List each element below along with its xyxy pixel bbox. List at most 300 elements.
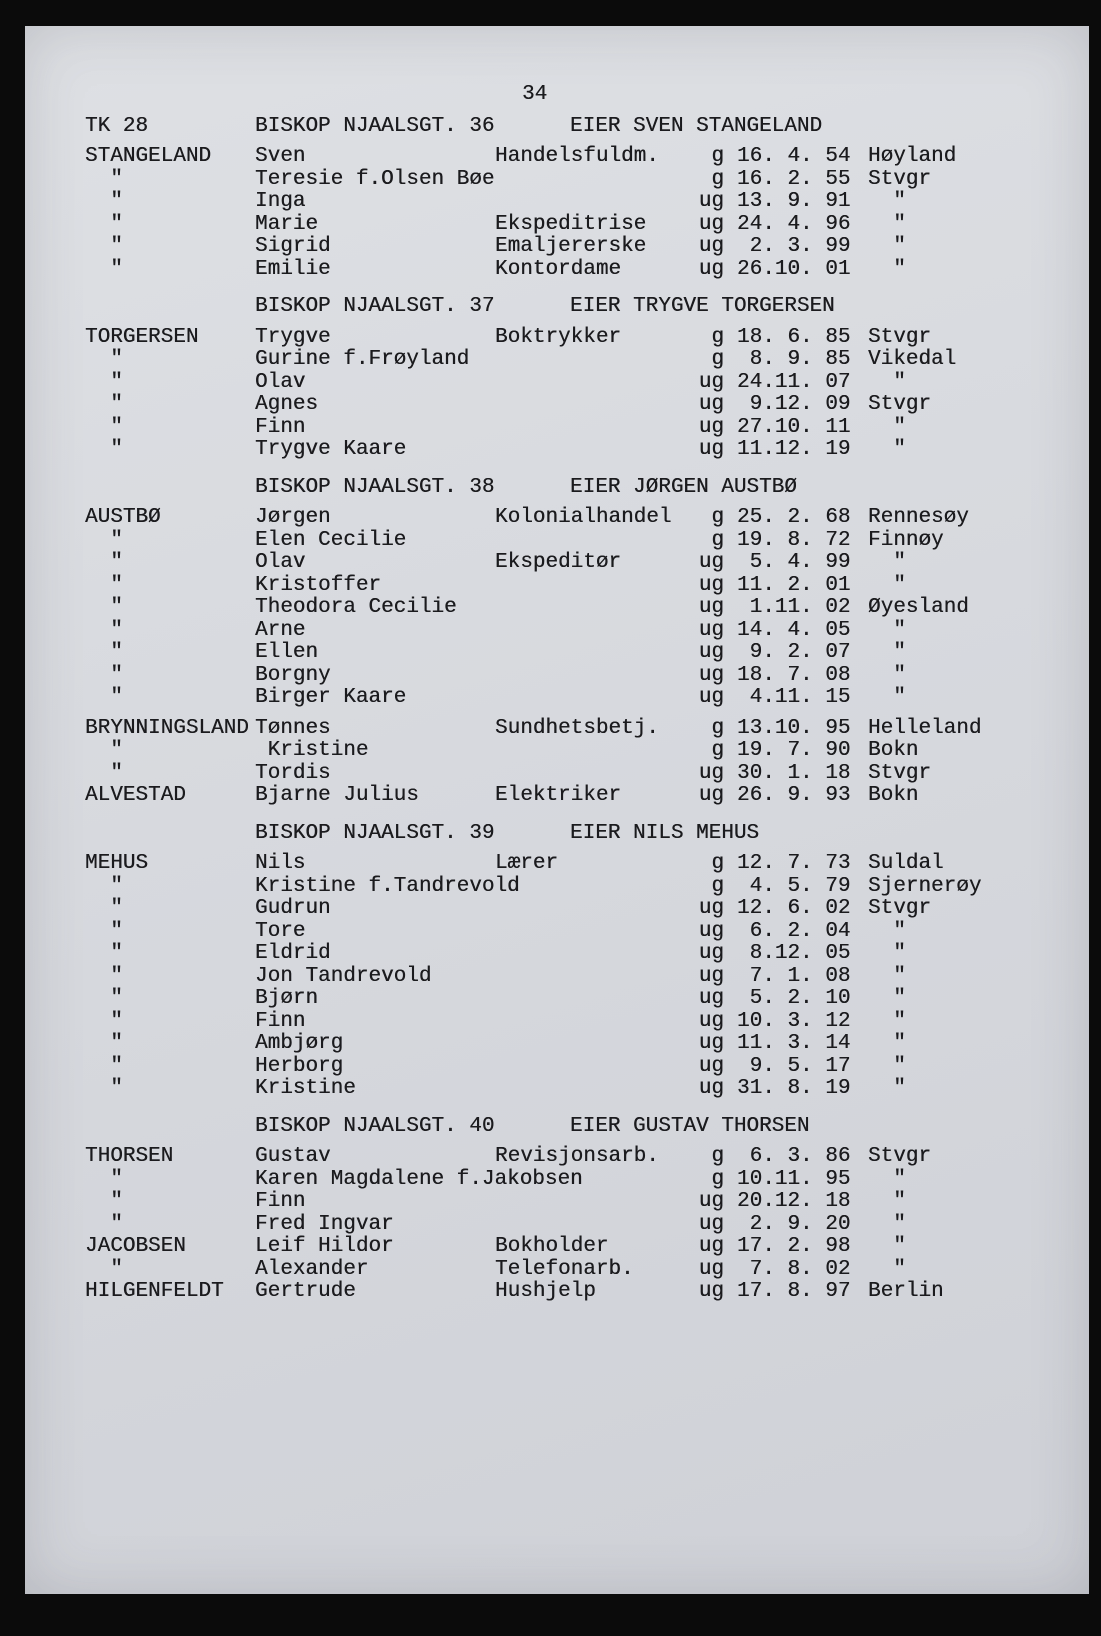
street-address-label: BISKOP NJAALSGT. 38: [255, 475, 495, 499]
occupation-cell: [495, 1214, 690, 1237]
birthplace-cell: ": [868, 1257, 906, 1281]
given-name-cell: Kristine f.Tandrevold: [255, 874, 520, 898]
occupation-cell: [495, 439, 690, 462]
birthdate-cell: 13.10. 95: [737, 716, 851, 740]
birthdate-cell: 24. 4. 96: [737, 212, 851, 236]
birthdate-cell: 2. 3. 99: [737, 235, 851, 258]
birthplace-cell: Bokn: [868, 784, 919, 807]
birthdate-cell: 11.12. 19: [737, 438, 851, 461]
given-name-cell: Ellen: [255, 641, 319, 664]
marital-status-cell: ug: [698, 1009, 724, 1033]
birthplace-cell: ": [868, 257, 906, 281]
birthdate-cell: 12. 6. 02: [737, 897, 851, 920]
given-name-cell: Herborg: [255, 1054, 344, 1078]
given-name-cell: Tore: [255, 919, 306, 943]
given-name-cell: Sigrid: [255, 235, 331, 258]
birthplace-cell: ": [868, 1009, 906, 1033]
given-name-cell: Ambjørg: [255, 1032, 344, 1055]
birthdate-cell: 25. 2. 68: [737, 506, 851, 529]
occupation-cell: Revisjonsarb.: [495, 1145, 659, 1168]
street-address-label: BISKOP NJAALSGT. 40: [255, 1114, 495, 1138]
birthdate-cell: 26. 9. 93: [737, 784, 851, 807]
given-name-cell: Teresie f.Olsen Bøe: [255, 167, 495, 191]
scanned-register-page: [25, 26, 1089, 1594]
surname-cell: ": [85, 964, 123, 988]
surname-cell: ": [85, 190, 123, 213]
person-row: [85, 394, 1059, 417]
given-name-cell: Bjørn: [255, 987, 319, 1010]
occupation-cell: [495, 943, 690, 966]
marital-status-cell: ug: [698, 1077, 724, 1100]
birthdate-cell: 6. 2. 04: [737, 919, 851, 943]
person-row: [85, 642, 1059, 665]
street-address-label: BISKOP NJAALSGT. 37: [255, 295, 495, 318]
birthdate-cell: 18. 7. 08: [737, 663, 851, 687]
birthdate-cell: 5. 4. 99: [737, 551, 851, 574]
given-name-cell: Agnes: [255, 393, 319, 416]
surname-cell: MEHUS: [85, 852, 149, 875]
person-row: [85, 530, 1059, 553]
person-row: [85, 439, 1059, 462]
person-row: [85, 1191, 1059, 1214]
occupation-cell: [495, 169, 690, 192]
given-name-cell: Inga: [255, 190, 306, 213]
birthdate-cell: 4. 5. 79: [737, 874, 851, 898]
given-name-cell: Olav: [255, 370, 306, 394]
birthdate-cell: 26.10. 01: [737, 257, 851, 281]
given-name-cell: Olav: [255, 551, 306, 574]
register-sections: [85, 116, 1059, 1304]
marital-status-cell: ug: [698, 596, 724, 619]
occupation-cell: [495, 394, 690, 417]
person-row: [85, 853, 1059, 876]
given-name-cell: Kristine: [255, 739, 369, 762]
marital-status-cell: g: [711, 506, 724, 529]
surname-cell: ": [85, 1167, 123, 1191]
given-name-cell: Sven: [255, 145, 306, 168]
surname-cell: ": [85, 1077, 123, 1100]
birthdate-cell: 8. 9. 85: [737, 348, 851, 371]
occupation-cell: Ekspeditør: [495, 551, 622, 574]
surname-cell: ": [85, 739, 123, 762]
occupation-cell: [495, 530, 690, 553]
occupation-cell: Kontordame: [495, 257, 622, 281]
occupation-cell: Lærer: [495, 852, 559, 875]
surname-cell: ": [85, 167, 123, 191]
birthplace-cell: ": [868, 235, 906, 258]
surname-cell: ALVESTAD: [85, 784, 186, 807]
birthplace-cell: Øyesland: [868, 596, 969, 619]
surname-cell: ": [85, 761, 123, 785]
given-name-cell: Arne: [255, 618, 306, 642]
given-name-cell: Trygve Kaare: [255, 438, 407, 461]
marital-status-cell: ug: [698, 618, 724, 642]
section-header: [85, 823, 1059, 846]
section-header: [85, 116, 1059, 139]
birthplace-cell: ": [868, 942, 906, 965]
marital-status-cell: ug: [698, 987, 724, 1010]
street-address-label: BISKOP NJAALSGT. 36: [255, 114, 495, 138]
person-row: [85, 740, 1059, 763]
birthdate-cell: 12. 7. 73: [737, 852, 851, 875]
occupation-cell: Boktrykker: [495, 325, 622, 349]
section-header: [85, 477, 1059, 500]
birthdate-cell: 1.11. 02: [737, 596, 851, 619]
birthplace-cell: ": [868, 1212, 906, 1236]
birthdate-cell: 16. 2. 55: [737, 167, 851, 191]
occupation-cell: [495, 417, 690, 440]
birthplace-cell: ": [868, 618, 906, 642]
surname-cell: ": [85, 393, 123, 416]
surname-cell: ": [85, 1009, 123, 1033]
surname-cell: ": [85, 874, 123, 898]
birthdate-cell: 2. 9. 20: [737, 1212, 851, 1236]
marital-status-cell: ug: [698, 393, 724, 416]
person-row: [85, 898, 1059, 921]
marital-status-cell: ug: [698, 1032, 724, 1055]
person-row: [85, 1011, 1059, 1034]
marital-status-cell: g: [711, 1167, 724, 1191]
occupation-cell: [495, 988, 690, 1011]
marital-status-cell: g: [711, 167, 724, 191]
surname-cell: ": [85, 897, 123, 920]
birthplace-cell: ": [868, 1235, 906, 1258]
birthdate-cell: 8.12. 05: [737, 942, 851, 965]
surname-cell: ": [85, 235, 123, 258]
birthplace-cell: Stvgr: [868, 897, 932, 920]
person-row: [85, 943, 1059, 966]
person-row: [85, 169, 1059, 192]
occupation-cell: [495, 1011, 690, 1034]
person-row: [85, 575, 1059, 598]
surname-cell: AUSTBØ: [85, 506, 161, 529]
given-name-cell: Fred Ingvar: [255, 1212, 394, 1236]
given-name-cell: Gurine f.Frøyland: [255, 348, 470, 371]
person-row: [85, 191, 1059, 214]
surname-cell: THORSEN: [85, 1145, 174, 1168]
occupation-cell: [495, 597, 690, 620]
occupation-cell: Handelsfuldm.: [495, 145, 659, 168]
surname-cell: ": [85, 618, 123, 642]
person-rows: [85, 718, 1059, 808]
surname-cell: BRYNNINGSLAND: [85, 716, 249, 740]
birthplace-cell: ": [868, 551, 906, 574]
person-row: [85, 1056, 1059, 1079]
marital-status-cell: ug: [698, 686, 724, 709]
birthdate-cell: 7. 8. 02: [737, 1257, 851, 1281]
owner-label: EIER JØRGEN AUSTBØ: [570, 475, 797, 499]
person-rows: [85, 853, 1059, 1101]
marital-status-cell: ug: [698, 761, 724, 785]
person-row: [85, 620, 1059, 643]
birthplace-cell: Rennesøy: [868, 506, 969, 529]
street-section: [85, 718, 1059, 808]
birthdate-cell: 4.11. 15: [737, 686, 851, 709]
marital-status-cell: g: [711, 1145, 724, 1168]
birthdate-cell: 27.10. 11: [737, 415, 851, 439]
surname-cell: ": [85, 1032, 123, 1055]
person-row: [85, 876, 1059, 899]
occupation-cell: [495, 1056, 690, 1079]
surname-cell: ": [85, 348, 123, 371]
occupation-cell: [495, 966, 690, 989]
given-name-cell: Gertrude: [255, 1280, 356, 1303]
birthdate-cell: 5. 2. 10: [737, 987, 851, 1010]
birthplace-cell: ": [868, 438, 906, 461]
birthplace-cell: ": [868, 1032, 906, 1055]
person-row: [85, 1146, 1059, 1169]
given-name-cell: Bjarne Julius: [255, 784, 419, 807]
occupation-cell: [495, 1191, 690, 1214]
birthplace-cell: ": [868, 1190, 906, 1213]
surname-cell: ": [85, 942, 123, 965]
surname-cell: ": [85, 987, 123, 1010]
person-row: [85, 327, 1059, 350]
marital-status-cell: ug: [698, 551, 724, 574]
given-name-cell: Eldrid: [255, 942, 331, 965]
occupation-cell: Ekspeditrise: [495, 212, 647, 236]
person-row: [85, 921, 1059, 944]
occupation-cell: [495, 876, 690, 899]
birthdate-cell: 17. 2. 98: [737, 1235, 851, 1258]
surname-cell: ": [85, 257, 123, 281]
birthdate-cell: 9. 5. 17: [737, 1054, 851, 1078]
owner-label: EIER GUSTAV THORSEN: [570, 1114, 810, 1138]
person-row: [85, 687, 1059, 710]
person-row: [85, 1236, 1059, 1259]
birthplace-cell: Stvgr: [868, 1145, 932, 1168]
given-name-cell: Karen Magdalene f.Jakobsen: [255, 1167, 583, 1191]
given-name-cell: Kristoffer: [255, 573, 382, 597]
person-row: [85, 417, 1059, 440]
birthplace-cell: Sjernerøy: [868, 874, 982, 898]
street-section: [85, 296, 1059, 462]
occupation-cell: Telefonarb.: [495, 1257, 634, 1281]
birthplace-cell: Stvgr: [868, 325, 932, 349]
section-header: [85, 296, 1059, 319]
marital-status-cell: ug: [698, 1257, 724, 1281]
district-code-label: TK 28: [85, 114, 149, 138]
owner-label: EIER TRYGVE TORGERSEN: [570, 295, 835, 318]
birthdate-cell: 30. 1. 18: [737, 761, 851, 785]
marital-status-cell: ug: [698, 438, 724, 461]
occupation-cell: Emaljererske: [495, 235, 647, 258]
birthplace-cell: ": [868, 919, 906, 943]
surname-cell: ": [85, 1054, 123, 1078]
district-code-label: [85, 1116, 255, 1139]
marital-status-cell: ug: [698, 235, 724, 258]
marital-status-cell: g: [711, 852, 724, 875]
person-rows: [85, 1146, 1059, 1304]
given-name-cell: Nils: [255, 852, 306, 875]
marital-status-cell: g: [711, 716, 724, 740]
birthplace-cell: ": [868, 415, 906, 439]
marital-status-cell: ug: [698, 573, 724, 597]
occupation-cell: [495, 642, 690, 665]
birthdate-cell: 18. 6. 85: [737, 325, 851, 349]
given-name-cell: Birger Kaare: [255, 686, 407, 709]
person-row: [85, 988, 1059, 1011]
given-name-cell: Gustav: [255, 1145, 331, 1168]
birthplace-cell: Stvgr: [868, 761, 932, 785]
birthplace-cell: ": [868, 190, 906, 213]
birthplace-cell: ": [868, 987, 906, 1010]
occupation-cell: [495, 191, 690, 214]
person-row: [85, 372, 1059, 395]
marital-status-cell: g: [711, 528, 724, 552]
person-row: [85, 1033, 1059, 1056]
occupation-cell: Elektriker: [495, 784, 622, 807]
given-name-cell: Tønnes: [255, 716, 331, 740]
given-name-cell: Tordis: [255, 761, 331, 785]
surname-cell: ": [85, 1190, 123, 1213]
marital-status-cell: ug: [698, 897, 724, 920]
given-name-cell: Finn: [255, 1190, 306, 1213]
birthplace-cell: ": [868, 370, 906, 394]
marital-status-cell: g: [711, 874, 724, 898]
occupation-cell: Kolonialhandel: [495, 506, 672, 529]
birthdate-cell: 11. 2. 01: [737, 573, 851, 597]
marital-status-cell: ug: [698, 257, 724, 281]
occupation-cell: [495, 687, 690, 710]
occupation-cell: [495, 898, 690, 921]
birthdate-cell: 10.11. 95: [737, 1167, 851, 1191]
birthdate-cell: 6. 3. 86: [737, 1145, 851, 1168]
birthdate-cell: 10. 3. 12: [737, 1009, 851, 1033]
occupation-cell: [495, 1078, 690, 1101]
given-name-cell: Borgny: [255, 663, 331, 687]
occupation-cell: [495, 1033, 690, 1056]
given-name-cell: Trygve: [255, 325, 331, 349]
surname-cell: ": [85, 1212, 123, 1236]
surname-cell: ": [85, 663, 123, 687]
given-name-cell: Elen Cecilie: [255, 528, 407, 552]
person-row: [85, 259, 1059, 282]
occupation-cell: [495, 1169, 690, 1192]
birthplace-cell: Stvgr: [868, 393, 932, 416]
surname-cell: STANGELAND: [85, 145, 212, 168]
given-name-cell: Gudrun: [255, 897, 331, 920]
occupation-cell: [495, 620, 690, 643]
birthdate-cell: 16. 4. 54: [737, 145, 851, 168]
birthdate-cell: 31. 8. 19: [737, 1077, 851, 1100]
birthplace-cell: ": [868, 641, 906, 664]
given-name-cell: Jon Tandrevold: [255, 964, 432, 988]
owner-label: EIER NILS MEHUS: [570, 821, 760, 845]
marital-status-cell: g: [711, 739, 724, 762]
street-section: [85, 116, 1059, 282]
surname-cell: ": [85, 212, 123, 236]
marital-status-cell: ug: [698, 212, 724, 236]
occupation-cell: [495, 740, 690, 763]
district-code-label: [85, 477, 255, 500]
street-section: [85, 823, 1059, 1101]
birthplace-cell: ": [868, 1077, 906, 1100]
given-name-cell: Jørgen: [255, 506, 331, 529]
person-row: [85, 1281, 1059, 1304]
marital-status-cell: ug: [698, 370, 724, 394]
person-row: [85, 718, 1059, 741]
person-row: [85, 1259, 1059, 1282]
marital-status-cell: g: [711, 145, 724, 168]
birthplace-cell: Stvgr: [868, 167, 932, 191]
birthdate-cell: 11. 3. 14: [737, 1032, 851, 1055]
birthplace-cell: Berlin: [868, 1280, 944, 1303]
birthdate-cell: 9. 2. 07: [737, 641, 851, 664]
person-row: [85, 507, 1059, 530]
birthplace-cell: ": [868, 1054, 906, 1078]
person-row: [85, 349, 1059, 372]
birthdate-cell: 19. 7. 90: [737, 739, 851, 762]
district-code-label: [85, 823, 255, 846]
owner-label: EIER SVEN STANGELAND: [570, 114, 823, 138]
surname-cell: ": [85, 438, 123, 461]
occupation-cell: Sundhetsbetj.: [495, 716, 659, 740]
birthplace-cell: ": [868, 212, 906, 236]
person-row: [85, 665, 1059, 688]
given-name-cell: Kristine: [255, 1077, 356, 1100]
birthplace-cell: Bokn: [868, 739, 919, 762]
district-code-label: [85, 296, 255, 319]
birthplace-cell: Finnøy: [868, 528, 944, 552]
occupation-cell: [495, 372, 690, 395]
given-name-cell: Marie: [255, 212, 319, 236]
section-header: [85, 1116, 1059, 1139]
surname-cell: HILGENFELDT: [85, 1280, 224, 1303]
given-name-cell: Finn: [255, 415, 306, 439]
person-row: [85, 552, 1059, 575]
street-section: [85, 1116, 1059, 1304]
birthdate-cell: 7. 1. 08: [737, 964, 851, 988]
marital-status-cell: g: [711, 348, 724, 371]
birthdate-cell: 9.12. 09: [737, 393, 851, 416]
given-name-cell: Theodora Cecilie: [255, 596, 457, 619]
given-name-cell: Leif Hildor: [255, 1235, 394, 1258]
occupation-cell: [495, 575, 690, 598]
street-section: [85, 477, 1059, 710]
page-number: 34: [522, 83, 548, 106]
occupation-cell: [495, 921, 690, 944]
birthdate-cell: 20.12. 18: [737, 1190, 851, 1213]
marital-status-cell: ug: [698, 1054, 724, 1078]
birthdate-cell: 14. 4. 05: [737, 618, 851, 642]
birthdate-cell: 17. 8. 97: [737, 1280, 851, 1303]
birthplace-cell: ": [868, 686, 906, 709]
person-rows: [85, 146, 1059, 281]
marital-status-cell: ug: [698, 942, 724, 965]
birthplace-cell: Vikedal: [868, 348, 957, 371]
person-row: [85, 1214, 1059, 1237]
given-name-cell: Alexander: [255, 1257, 369, 1281]
marital-status-cell: ug: [698, 964, 724, 988]
person-row: [85, 966, 1059, 989]
surname-cell: ": [85, 415, 123, 439]
person-row: [85, 146, 1059, 169]
birthplace-cell: ": [868, 573, 906, 597]
surname-cell: ": [85, 1257, 123, 1281]
surname-cell: ": [85, 551, 123, 574]
birthplace-cell: Suldal: [868, 852, 944, 875]
marital-status-cell: ug: [698, 190, 724, 213]
given-name-cell: Emilie: [255, 257, 331, 281]
person-row: [85, 1169, 1059, 1192]
birthplace-cell: Helleland: [868, 716, 982, 740]
marital-status-cell: ug: [698, 1280, 724, 1303]
surname-cell: TORGERSEN: [85, 325, 199, 349]
birthplace-cell: ": [868, 964, 906, 988]
marital-status-cell: ug: [698, 784, 724, 807]
person-row: [85, 597, 1059, 620]
